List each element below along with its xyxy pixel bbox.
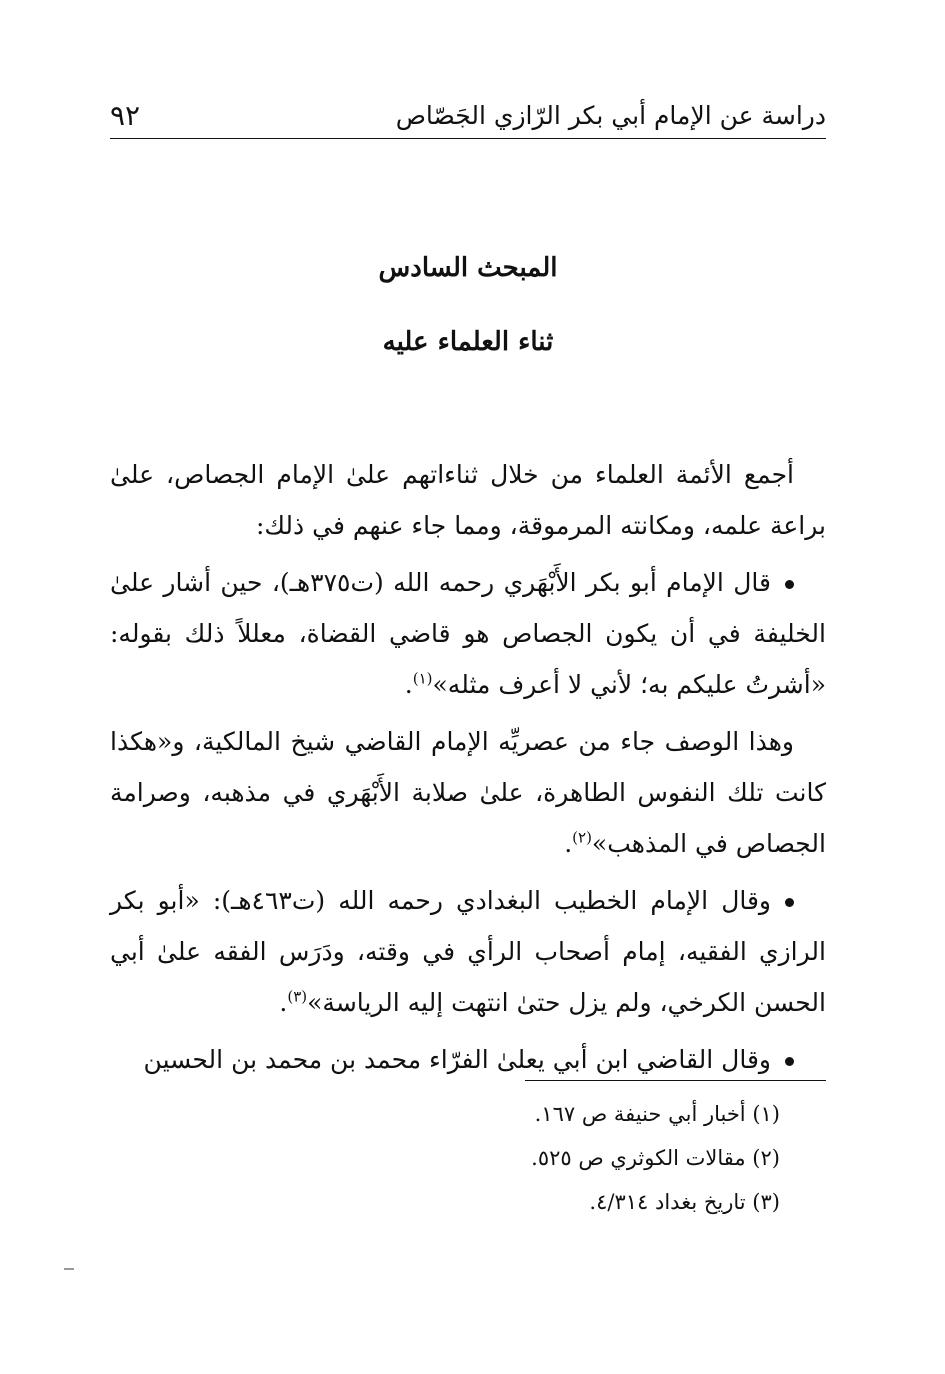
footnote-ref-1: (١) <box>412 669 433 688</box>
bullet-farra-text: وقال القاضي ابن أبي يعلىٰ الفرّاء محمد بن محمد بن الحسين <box>143 1045 771 1074</box>
paragraph-description <box>110 716 826 869</box>
bullet-abhari <box>110 557 826 710</box>
scan-speck <box>64 1268 74 1270</box>
bullet-abhari-tail: . <box>404 670 413 699</box>
bullet-khatib-text: وقال الإمام الخطيب البغدادي رحمه الله (ت٤٦٣هـ): «أبو بكر الرازي الفقيه، إمام أصحاب الرأي في وقته، ودَرَس الفقه علىٰ أبي الحسن الكرخي، ولم يزل حتىٰ انتهت إليه الرياسة» <box>110 886 826 1017</box>
footnote-ref-2: (٢) <box>572 828 592 847</box>
footnote-2: (٢) مقالات الكوثري ص ٥٢٥. <box>531 1146 780 1170</box>
body-text <box>110 449 826 1091</box>
bullet-khatib-tail: . <box>279 988 288 1017</box>
bullet-icon <box>785 898 794 907</box>
footnote-1: (١) أخبار أبي حنيفة ص ١٦٧. <box>534 1102 780 1126</box>
bullet-khatib <box>110 875 826 1028</box>
running-title: دراسة عن الإمام أبي بكر الرّازي الجَصّاص <box>395 101 826 130</box>
section-subtitle: ثناء العلماء عليه <box>382 327 554 357</box>
running-header <box>110 92 826 139</box>
footnote-ref-3: (٣) <box>287 987 308 1006</box>
bullet-icon <box>785 1057 794 1066</box>
section-heading: المبحث السادس <box>378 253 558 283</box>
footnote-3: (٣) تاريخ بغداد ٤/٣١٤. <box>589 1190 780 1214</box>
bullet-icon <box>785 580 794 589</box>
paragraph-intro-text: أجمع الأئمة العلماء من خلال ثناءاتهم علىٰ الإمام الجصاص، علىٰ براعة علمه، ومكانته المرموقة، ومما جاء عنهم في ذلك: <box>110 460 826 540</box>
bullet-farra <box>110 1034 826 1085</box>
footnote-divider <box>525 1080 826 1081</box>
bullet-abhari-text: قال الإمام أبو بكر الأَبْهَري رحمه الله (ت٣٧٥هـ)، حين أشار علىٰ الخليفة في أن يكون الجصاص هو قاضي القضاة، معللاً ذلك بقوله: «أشرتُ عليكم به؛ لأني لا أعرف مثله» <box>110 568 826 699</box>
footnotes <box>110 1092 780 1224</box>
paragraph-description-text: وهذا الوصف جاء من عصريِّه الإمام القاضي شيخ المالكية، و«هكذا كانت تلك النفوس الطاهرة، علىٰ صلابة الأَبْهَري في مذهبه، وصرامة الجصاص في المذهب» <box>110 727 826 858</box>
page-number: ٩٢ <box>110 99 141 132</box>
paragraph-intro <box>110 449 826 551</box>
paragraph-description-tail: . <box>564 829 573 858</box>
